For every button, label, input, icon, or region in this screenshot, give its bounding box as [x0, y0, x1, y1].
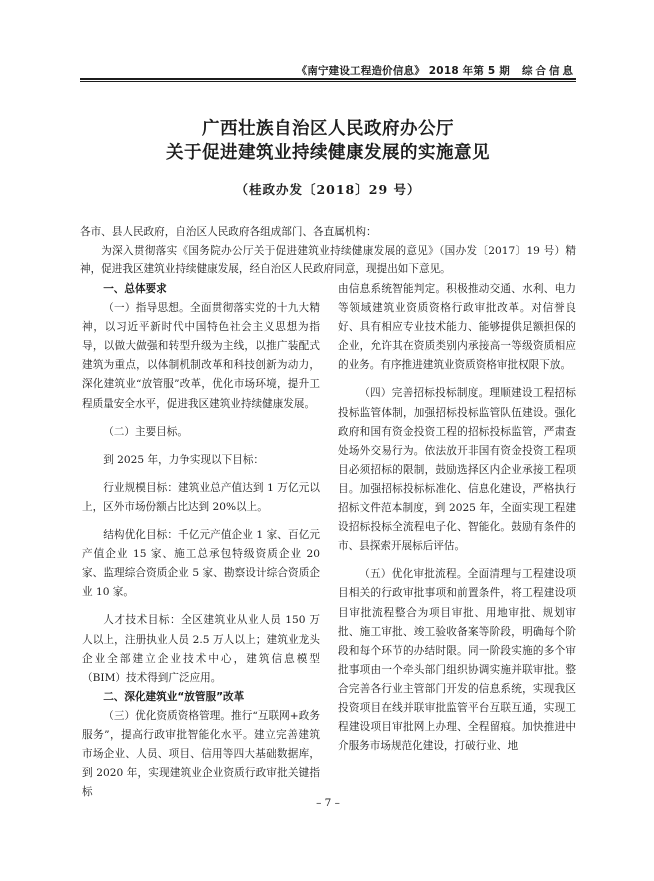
header-rule-thin [80, 81, 576, 82]
paragraph-talent-goal: 人才技术目标：全区建筑业从业人员 150 万人以上，注册执业人员 2.5 万人以上；建筑业龙头企业全部建立企业技术中心，建筑信息模型（BIM）技术得到广泛应用。 [82, 614, 320, 684]
section-name: 综合信息 [522, 65, 576, 77]
right-column [338, 280, 576, 756]
paragraph-bidding: （四）完善招标投标制度。理顺建设工程招标投标监管体制，加强招标投标监管队伍建设。强化政府和国有资金投资工程的招标投标监管，严肃查处场外交易行为。依法放开非国有资金投资工程项目必须招标的限制，鼓励选择区内企业承接工程项目。加强招标投标标准化、信息化建设，严格执行招标文件范本制度，到 2025 年，全面实现工程建设招标投标全流程电子化、智能化。鼓励有条件的市、县探索开展标后评估。 [338, 387, 576, 553]
journal-issue: 《南宁建设工程造价信息》 2018 年第 5 期 [296, 65, 510, 77]
page-number: – 7 – [316, 797, 340, 809]
paragraph-qualification: （三）优化资质资格管理。推行“互联网+政务服务”，提高行政审批智能化水平。建立完善建筑市场企业、人员、项目、信用等四大基础数据库，到 2020 年，实现建筑业企业资质行政审批关键指标 [82, 709, 320, 799]
paragraph-main-goals: （二）主要目标。 [103, 425, 188, 438]
section-heading-2: 二、深化建筑业“放管服”改革 [103, 690, 245, 703]
header-rule [80, 78, 576, 80]
paragraph-structure-goal: 结构优化目标：千亿元产值企业 1 家、百亿元产值企业 15 家、施工总承包特级资质企业 20 家、监理综合资质企业 5 家、勘察设计综合资质企业 10 家。 [82, 529, 320, 599]
left-column [82, 280, 320, 802]
preamble: 为深入贯彻落实《国务院办公厅关于促进建筑业持续健康发展的意见》（国办发〔2017〕19 号）精神，促进我区建筑业持续健康发展，经自治区人民政府同意，现提出如下意见。 [80, 244, 576, 275]
running-header [80, 58, 576, 78]
paragraph-continued: 由信息系统智能判定。积极推动交通、水利、电力等领域建筑业资质资格行政审批改革。对信誉良好、具有相应专业技术能力、能够提供足额担保的企业，允许其在资质类别内承接高一等级资质相应的业务。有序推进建筑业资质资格审批权限下放。 [338, 283, 576, 372]
paragraph-target-year: 到 2025 年，力争实现以下目标： [103, 453, 265, 466]
section-heading-1: 一、总体要求 [103, 283, 167, 295]
document-number: （桂政办发〔2018〕29 号） [235, 182, 421, 197]
addressee: 各市、县人民政府，自治区人民政府各组成部门、各直属机构： [80, 226, 377, 238]
document-title [80, 117, 576, 165]
title-line-1: 广西壮族自治区人民政府办公厅 [202, 119, 454, 139]
intro-block [80, 223, 576, 279]
title-line-2: 关于促进建筑业持续健康发展的实施意见 [166, 143, 490, 163]
paragraph-approval: （五）优化审批流程。全面清理与工程建设项目相关的行政审批事项和前置条件，将工程建设项目审批流程整合为项目审批、用地审批、规划审批、施工审批、竣工验收备案等阶段，明确每个阶段和每个环节的办结时限。同一阶段实施的多个审批事项由一个牵头部门组织协调实施并联审批。整合完善各行业主管部门开发的信息系统，实现我区投资项目在线并联审批监管平台互联互通，实现工程建设项目审批网上办理、全程留痕。加快推进中介服务市场规范化建设，打破行业、地 [338, 568, 576, 753]
paragraph-guiding-ideology: （一）指导思想。全面贯彻落实党的十九大精神，以习近平新时代中国特色社会主义思想为指导，以做大做强和转型升级为主线，以推广装配式建筑为重点，以体制机制改革和科技创新为动力，深化建筑业“放管服”改革，优化市场环境，提升工程质量安全水平，促进我区建筑业持续健康发展。 [82, 302, 320, 410]
paragraph-scale-goal: 行业规模目标：建筑业总产值达到 1 万亿元以上，区外市场份额占比达到 20%以上。 [82, 481, 320, 513]
